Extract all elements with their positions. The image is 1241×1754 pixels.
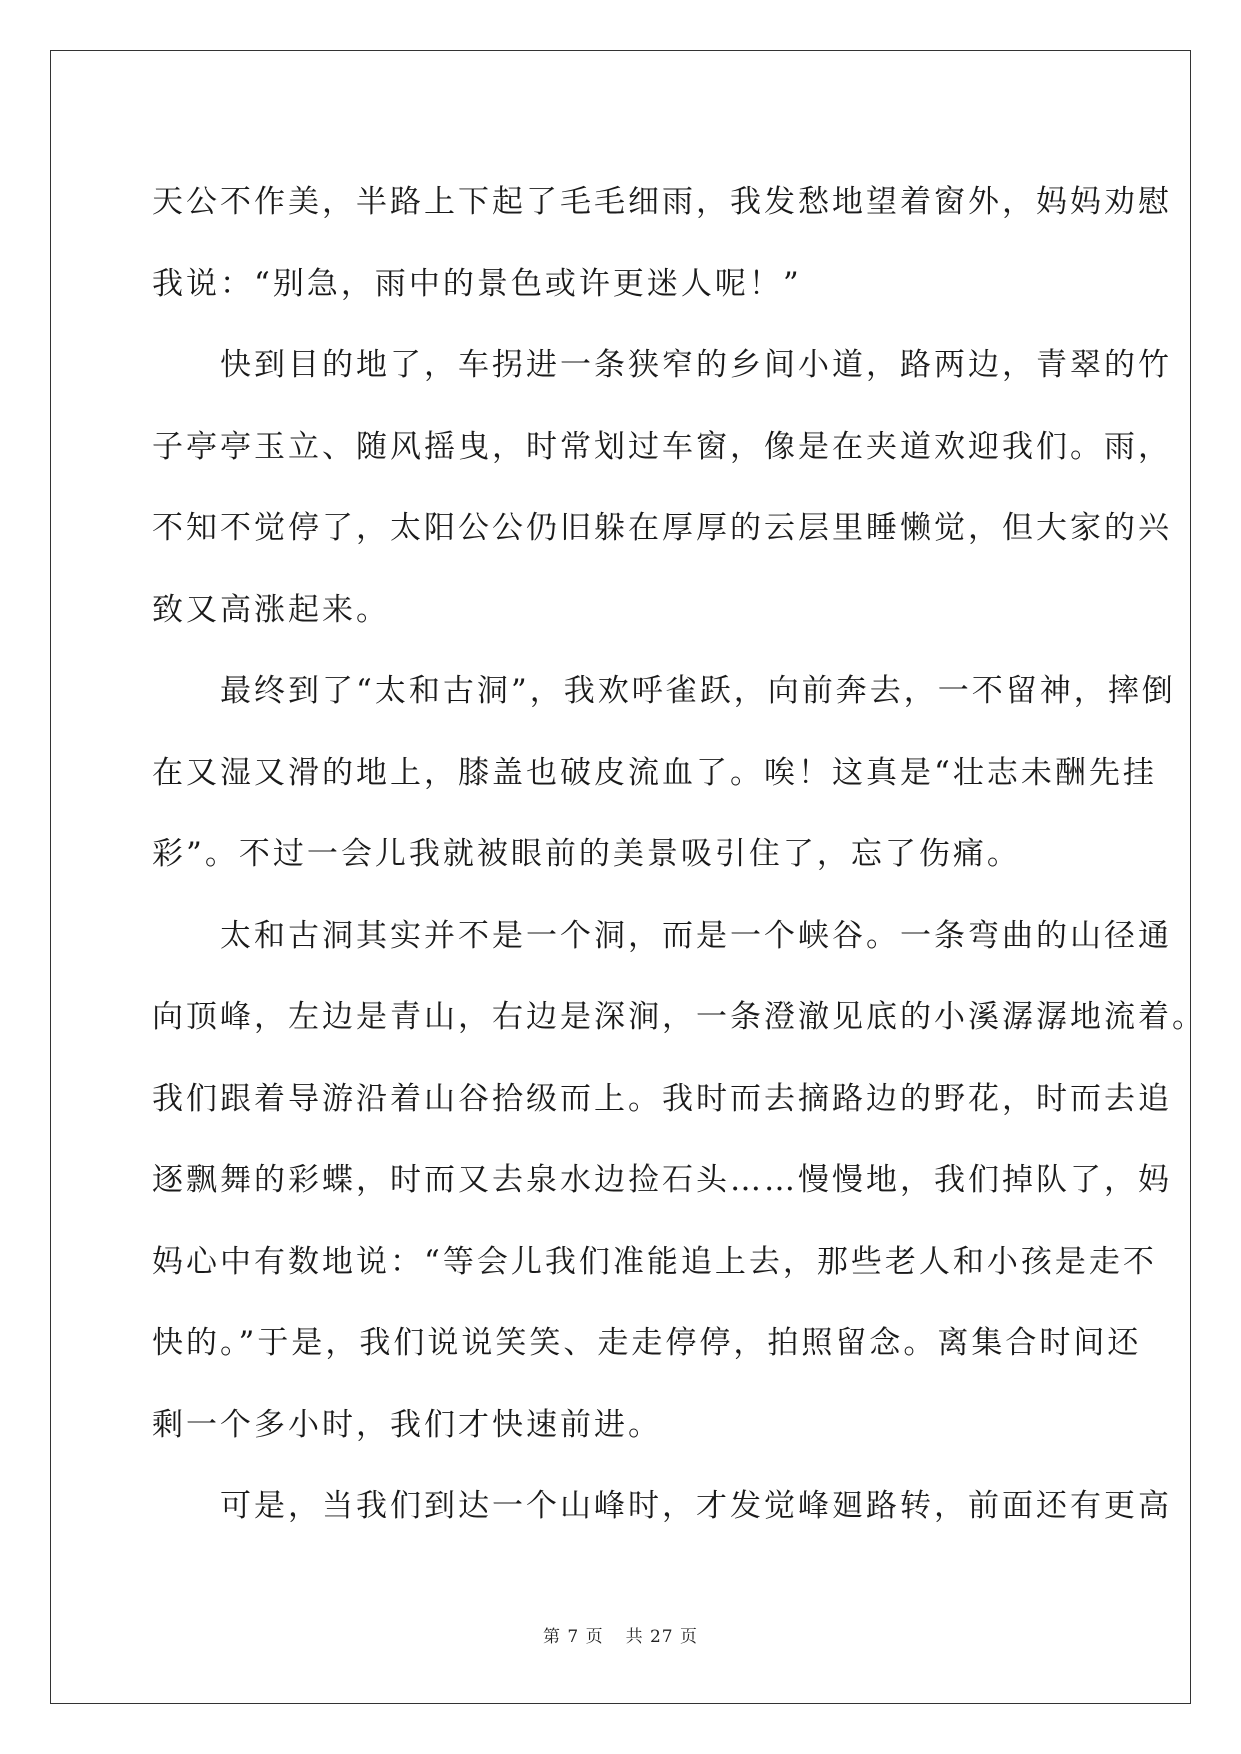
text-line: 我们跟着导游沿着山谷拾级而上。我时而去摘路边的野花，时而去追 — [152, 1080, 1172, 1117]
text-line: 在又湿又滑的地上，膝盖也破皮流血了。唉！这真是“壮志未酬先挂 — [152, 754, 1157, 791]
text-line: 妈心中有数地说：“等会儿我们准能追上去，那些老人和小孩是走不 — [152, 1243, 1157, 1280]
text-line: 致又高涨起来。 — [152, 591, 390, 628]
document-body — [152, 162, 1206, 1548]
text-line: 不知不觉停了，太阳公公仍旧躲在厚厚的云层里睡懒觉，但大家的兴 — [152, 510, 1172, 546]
text-line: 快的。”于是，我们说说笑笑、走走停停，拍照留念。离集合时间还 — [152, 1325, 1142, 1361]
text-line: 逐飘舞的彩蝶，时而又去泉水边捡石头……慢慢地，我们掉队了，妈 — [152, 1162, 1172, 1198]
text-line: 剩一个多小时，我们才快速前进。 — [152, 1406, 662, 1443]
text-line: 快到目的地了，车拐进一条狭窄的乡间小道，路两边，青翠的竹 — [152, 347, 1172, 383]
text-line: 最终到了“太和古洞”，我欢呼雀跃，向前奔去，一不留神，摔倒 — [152, 673, 1176, 709]
text-line: 我说：“别急，雨中的景色或许更迷人呢！” — [152, 265, 802, 302]
page-number: 第 7 页 — [542, 1627, 604, 1647]
text-line: 太和古洞其实并不是一个洞，而是一个峡谷。一条弯曲的山径通 — [152, 917, 1172, 954]
page-footer — [0, 1625, 1241, 1649]
page-total: 共 27 页 — [625, 1627, 699, 1647]
text-line: 子亭亭玉立、随风摇曳，时常划过车窗，像是在夹道欢迎我们。雨， — [152, 428, 1172, 465]
text-line: 天公不作美，半路上下起了毛毛细雨，我发愁地望着窗外，妈妈劝慰 — [152, 184, 1172, 220]
text-line: 可是，当我们到达一个山峰时，才发觉峰廻路转，前面还有更高 — [152, 1488, 1172, 1524]
text-line: 彩”。不过一会儿我就被眼前的美景吸引住了，忘了伤痛。 — [152, 836, 1021, 872]
text-line: 向顶峰，左边是青山，右边是深涧，一条澄澈见底的小溪潺潺地流着。 — [152, 999, 1206, 1035]
